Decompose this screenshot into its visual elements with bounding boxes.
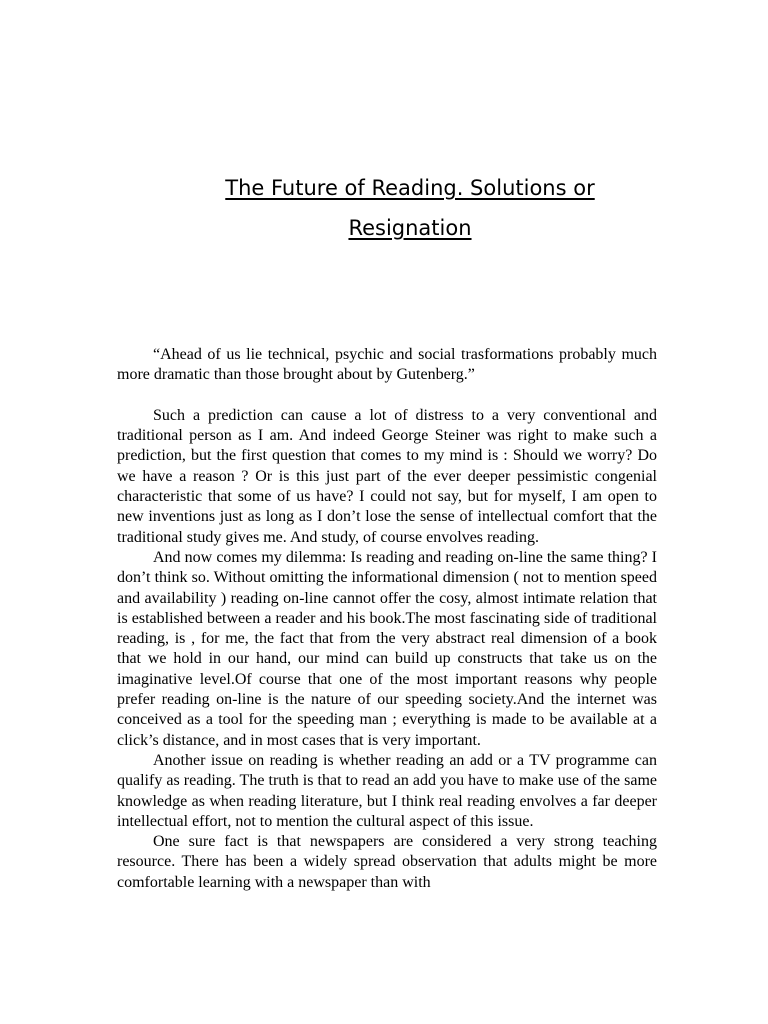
title-line-2: Resignation (348, 216, 472, 240)
document-title (150, 168, 670, 248)
quote-paragraph: “Ahead of us lie technical, psychic and social trasformations probably much more dramatic than those brought about by Gutenberg.” (117, 346, 657, 384)
title-line-1: The Future of Reading. Solutions or (225, 176, 595, 200)
paragraph-prediction: Such a prediction can cause a lot of distress to a very conventional and traditional person as I am. And indeed George Steiner was right to make such a prediction, but the first question that comes to my mind is : Should we worry? Do we have a reason ? Or is this just part of the ever deeper pessimistic congenial characteristic that some of us have? I could not say, but for myself, I am open to new inventions just as long as I don’t lose the sense of intellectual comfort that the traditional study gives me. And study, of course envolves reading. (117, 406, 657, 546)
paragraph-reading-issue: Another issue on reading is whether reading an add or a TV programme can qualify as reading. The truth is that to read an add you have to make use of the same knowledge as when reading literature, but I think real reading envolves a far deeper intellectual effort, not to mention the cultural aspect of this issue. (117, 751, 657, 830)
document-body (117, 345, 657, 893)
paragraph-newspapers: One sure fact is that newspapers are considered a very strong teaching resource. There has been a widely spread observation that adults might be more comfortable learning with a newspaper than with (117, 833, 657, 891)
paragraph-dilemma: And now comes my dilemma: Is reading and reading on-line the same thing? I don’t think so. Without omitting the informational dimension ( not to mention speed and availability ) reading on-line cannot offer the cosy, almost intimate relation that is established between a reader and his book.The most fascinating side of traditional reading, is , for me, the fact that from the very abstract real dimension of a book that we hold in our hand, our mind can build up constructs that take us on the imaginative level.Of course that one of the most important reasons why people prefer reading on-line is the nature of our speeding society.And the internet was conceived as a tool for the speeding man ; everything is made to be available at a click’s distance, and in most cases that is very important. (117, 548, 657, 749)
